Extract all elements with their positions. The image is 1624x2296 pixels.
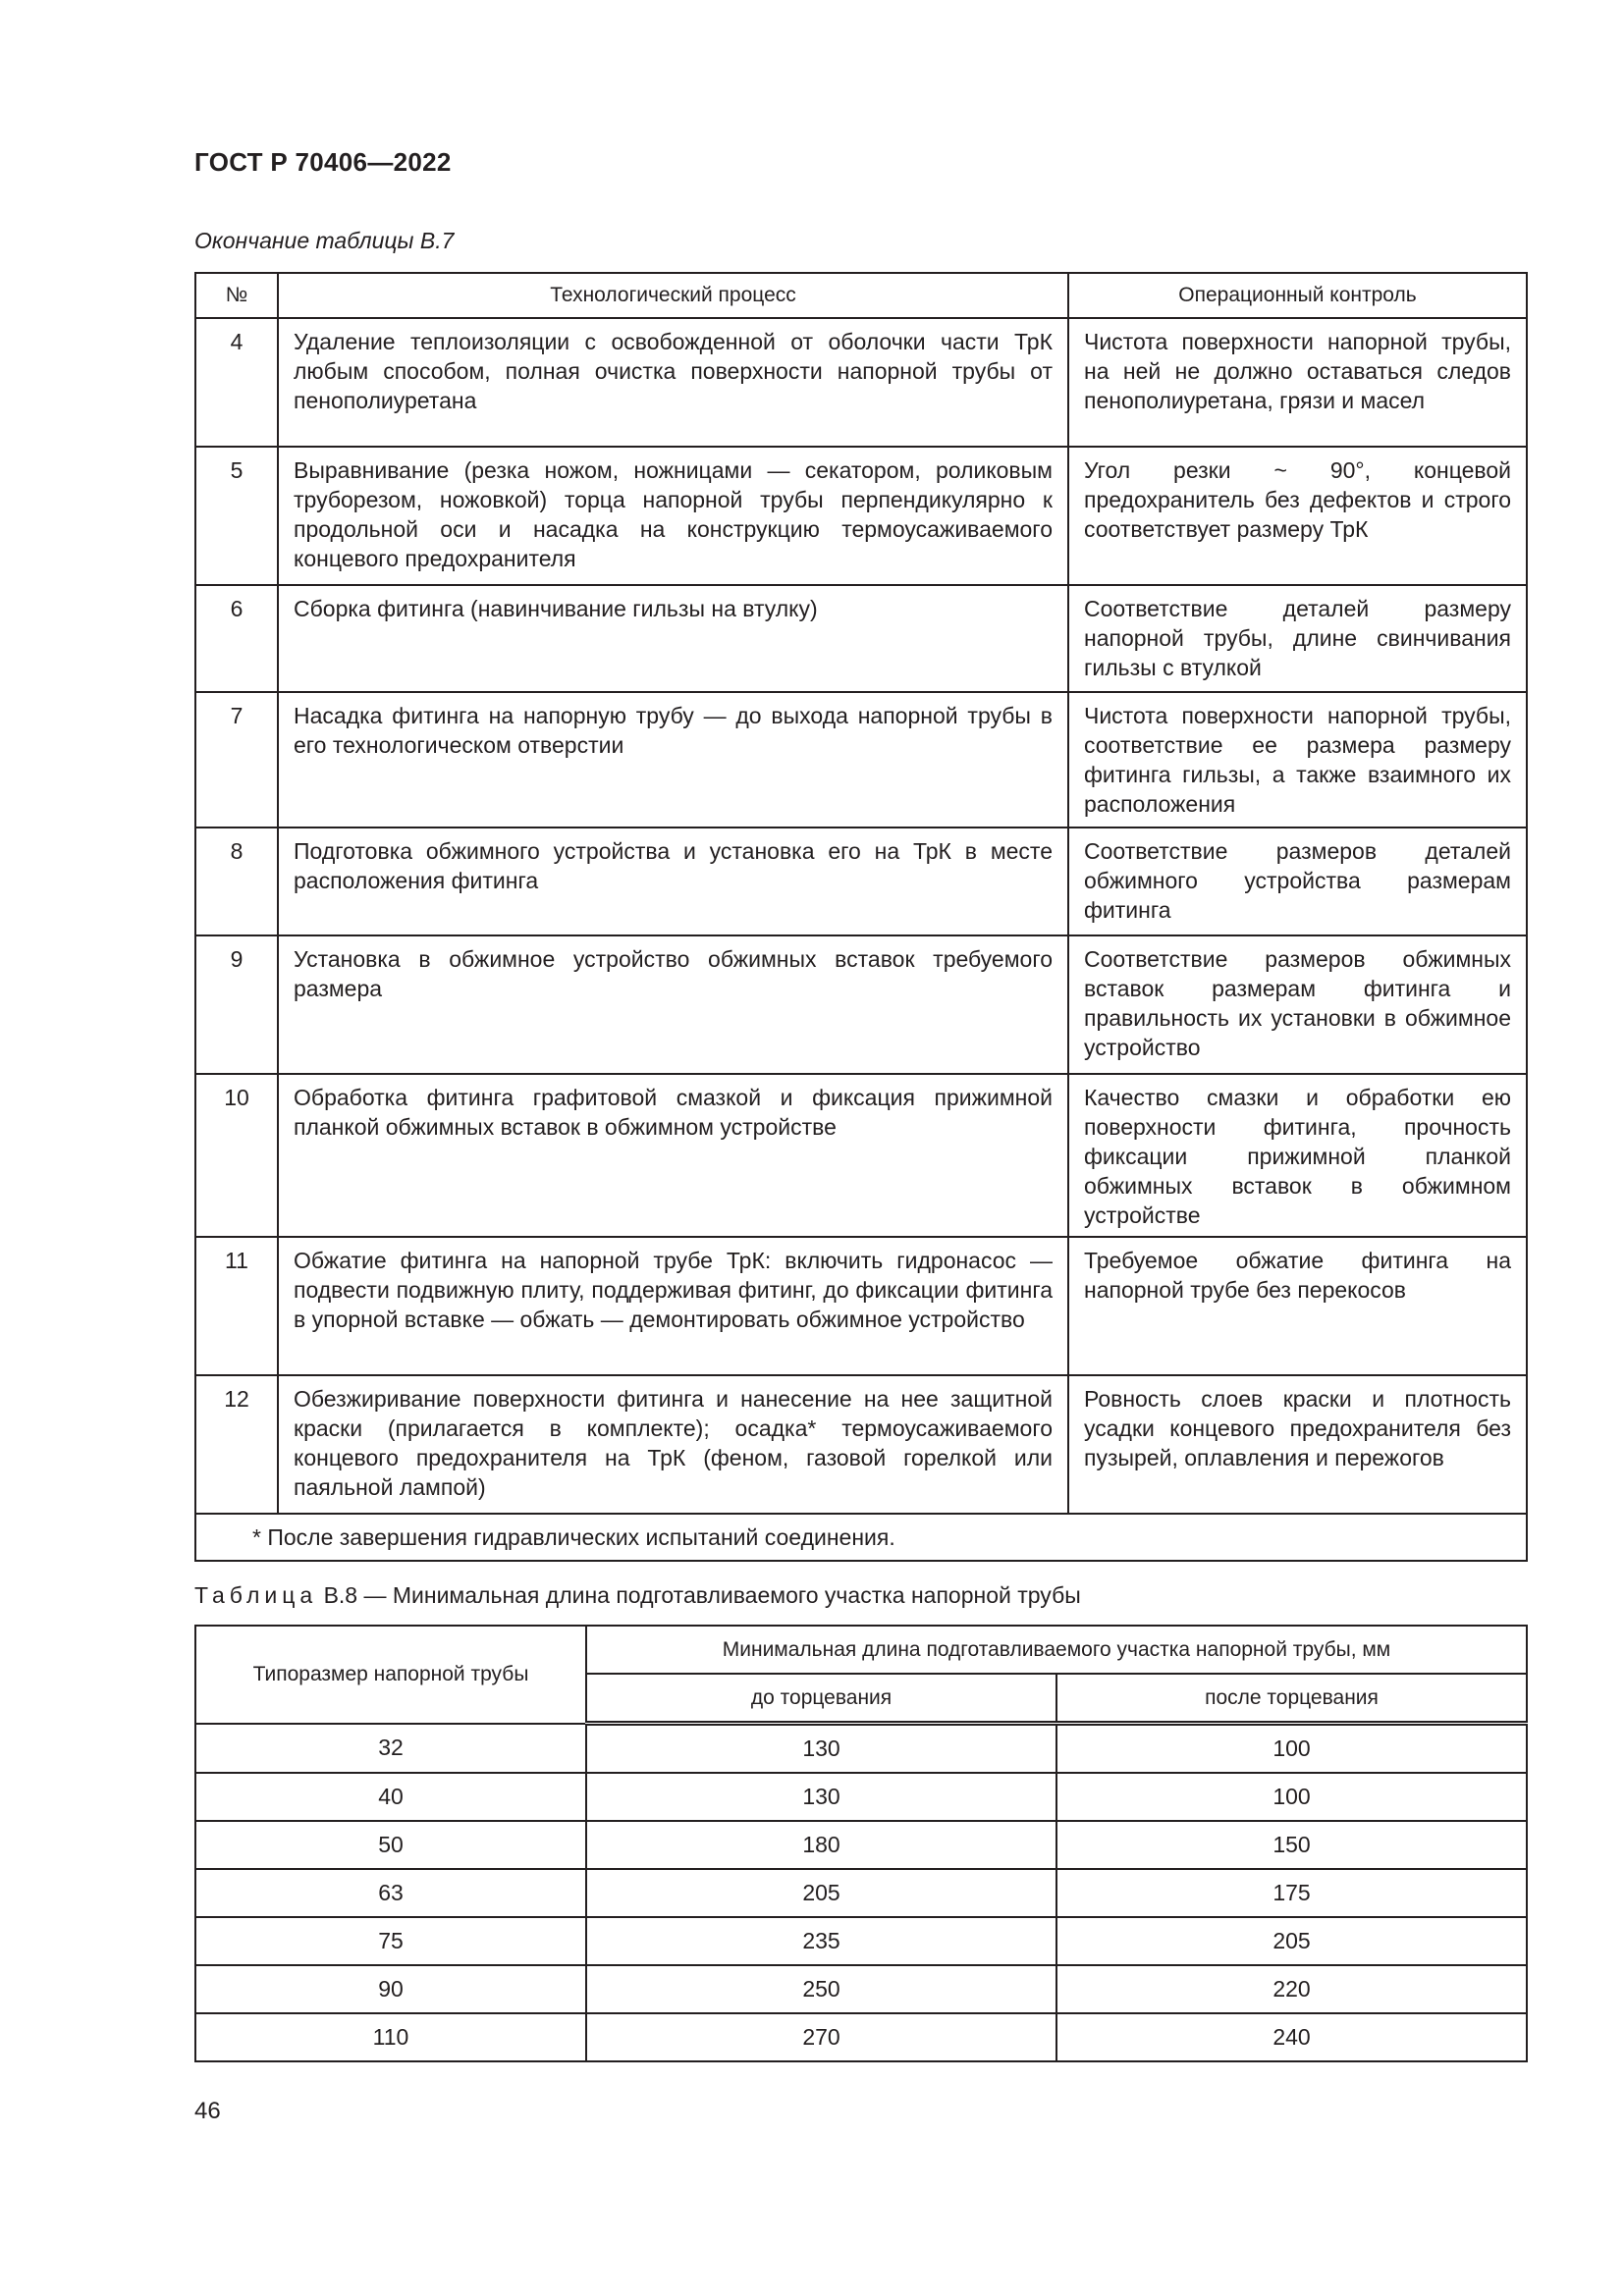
pipe-size-cell: 50: [195, 1821, 586, 1869]
before-trimming-cell: 250: [586, 1965, 1056, 2013]
page-number: 46: [194, 2098, 221, 2124]
row-number: 4: [195, 318, 278, 447]
document-header: ГОСТ Р 70406—2022: [194, 147, 452, 177]
table-b8-caption: [194, 1582, 1081, 1609]
table-row: [195, 1821, 1527, 1869]
after-trimming-cell: 220: [1056, 1965, 1527, 2013]
process-cell: Установка в обжимное устройство обжимных вставок требуемого размера: [278, 935, 1068, 1074]
after-trimming-cell: 240: [1056, 2013, 1527, 2061]
before-trimming-cell: 130: [586, 1773, 1056, 1821]
table-b8-caption-label: Таблица: [194, 1582, 318, 1608]
process-cell: Сборка фитинга (навинчивание гильзы на втулку): [278, 585, 1068, 692]
row-number: 5: [195, 447, 278, 585]
table-row: [195, 318, 1527, 447]
process-cell: Подготовка обжимного устройства и установка его на ТрК в месте расположения фитинга: [278, 828, 1068, 935]
column-header-min-length: Минимальная длина подготавливаемого участка напорной трубы, мм: [586, 1626, 1527, 1674]
table-b8-header-row: [195, 1626, 1527, 1674]
before-trimming-cell: 130: [586, 1724, 1056, 1774]
table-b8: [194, 1625, 1528, 2062]
row-number: 12: [195, 1375, 278, 1514]
process-cell: Обезжиривание поверхности фитинга и нанесение на нее защитной краски (прилагается в комплекте); осадка* термоусаживаемого концевого предохранителя на ТрК (феном, газовой горелкой или паяльной лампой): [278, 1375, 1068, 1514]
control-cell: Ровность слоев краски и плотность усадки концевого предохранителя без пузырей, оплавления и пережогов: [1068, 1375, 1527, 1514]
pipe-size-cell: 90: [195, 1965, 586, 2013]
control-cell: Соответствие размеров деталей обжимного устройства размерам фитинга: [1068, 828, 1527, 935]
before-trimming-cell: 235: [586, 1917, 1056, 1965]
before-trimming-cell: 270: [586, 2013, 1056, 2061]
table-row: [195, 935, 1527, 1074]
pipe-size-cell: 40: [195, 1773, 586, 1821]
table-row: [195, 1917, 1527, 1965]
table-row: [195, 585, 1527, 692]
table-row: [195, 1773, 1527, 1821]
row-number: 11: [195, 1237, 278, 1375]
column-header-control: Операционный контроль: [1068, 273, 1527, 318]
control-cell: Соответствие деталей размеру напорной трубы, длине свинчивания гильзы с втулкой: [1068, 585, 1527, 692]
before-trimming-cell: 205: [586, 1869, 1056, 1917]
control-cell: Соответствие размеров обжимных вставок размерам фитинга и правильность их установки в обжимное устройство: [1068, 935, 1527, 1074]
table-row: [195, 1965, 1527, 2013]
after-trimming-cell: 150: [1056, 1821, 1527, 1869]
table-row: [195, 1074, 1527, 1237]
table-b7-footnote-row: [195, 1514, 1527, 1561]
column-header-number: №: [195, 273, 278, 318]
table-row: [195, 1724, 1527, 1774]
row-number: 9: [195, 935, 278, 1074]
after-trimming-cell: 205: [1056, 1917, 1527, 1965]
column-header-after-trimming: после торцевания: [1056, 1674, 1527, 1724]
table-b7: [194, 272, 1528, 1562]
row-number: 10: [195, 1074, 278, 1237]
after-trimming-cell: 175: [1056, 1869, 1527, 1917]
process-cell: Насадка фитинга на напорную трубу — до выхода напорной трубы в его технологическом отверстии: [278, 692, 1068, 828]
table-b7-footnote: * После завершения гидравлических испытаний соединения.: [195, 1514, 1527, 1561]
table-row: [195, 447, 1527, 585]
process-cell: Обжатие фитинга на напорной трубе ТрК: включить гидронасос — подвести подвижную плиту, поддерживая фитинг, до фиксации фитинга в упорной вставке — обжать — демонтировать обжимное устройство: [278, 1237, 1068, 1375]
table-row: [195, 2013, 1527, 2061]
row-number: 6: [195, 585, 278, 692]
row-number: 8: [195, 828, 278, 935]
pipe-size-cell: 75: [195, 1917, 586, 1965]
pipe-size-cell: 63: [195, 1869, 586, 1917]
control-cell: Требуемое обжатие фитинга на напорной трубе без перекосов: [1068, 1237, 1527, 1375]
table-row: [195, 1375, 1527, 1514]
table-b7-header-row: [195, 273, 1527, 318]
before-trimming-cell: 180: [586, 1821, 1056, 1869]
table-row: [195, 828, 1527, 935]
table-row: [195, 692, 1527, 828]
pipe-size-cell: 32: [195, 1724, 586, 1774]
table-b7-caption: Окончание таблицы В.7: [194, 228, 455, 253]
control-cell: Чистота поверхности напорной трубы, соответствие ее размера размеру фитинга гильзы, а также взаимного их расположения: [1068, 692, 1527, 828]
row-number: 7: [195, 692, 278, 828]
after-trimming-cell: 100: [1056, 1724, 1527, 1774]
table-row: [195, 1869, 1527, 1917]
table-row: [195, 1237, 1527, 1375]
pipe-size-cell: 110: [195, 2013, 586, 2061]
table-b8-caption-text: В.8 — Минимальная длина подготавливаемого участка напорной трубы: [317, 1582, 1081, 1608]
after-trimming-cell: 100: [1056, 1773, 1527, 1821]
process-cell: Удаление теплоизоляции с освобожденной от оболочки части ТрК любым способом, полная очистка поверхности напорной трубы от пенополиуретана: [278, 318, 1068, 447]
column-header-before-trimming: до торцевания: [586, 1674, 1056, 1724]
column-header-process: Технологический процесс: [278, 273, 1068, 318]
process-cell: Обработка фитинга графитовой смазкой и фиксация прижимной планкой обжимных вставок в обжимном устройстве: [278, 1074, 1068, 1237]
control-cell: Угол резки ~ 90°, концевой предохранитель без дефектов и строго соответствует размеру ТрК: [1068, 447, 1527, 585]
process-cell: Выравнивание (резка ножом, ножницами — секатором, роликовым труборезом, ножовкой) торца напорной трубы перпендикулярно к продольной оси и насадка на конструкцию термоусаживаемого концевого предохранителя: [278, 447, 1068, 585]
column-header-pipe-size: Типоразмер напорной трубы: [195, 1626, 586, 1724]
control-cell: Чистота поверхности напорной трубы, на ней не должно оставаться следов пенополиуретана, грязи и масел: [1068, 318, 1527, 447]
control-cell: Качество смазки и обработки ею поверхности фитинга, прочность фиксации прижимной планкой обжимных вставок в обжимном устройстве: [1068, 1074, 1527, 1237]
